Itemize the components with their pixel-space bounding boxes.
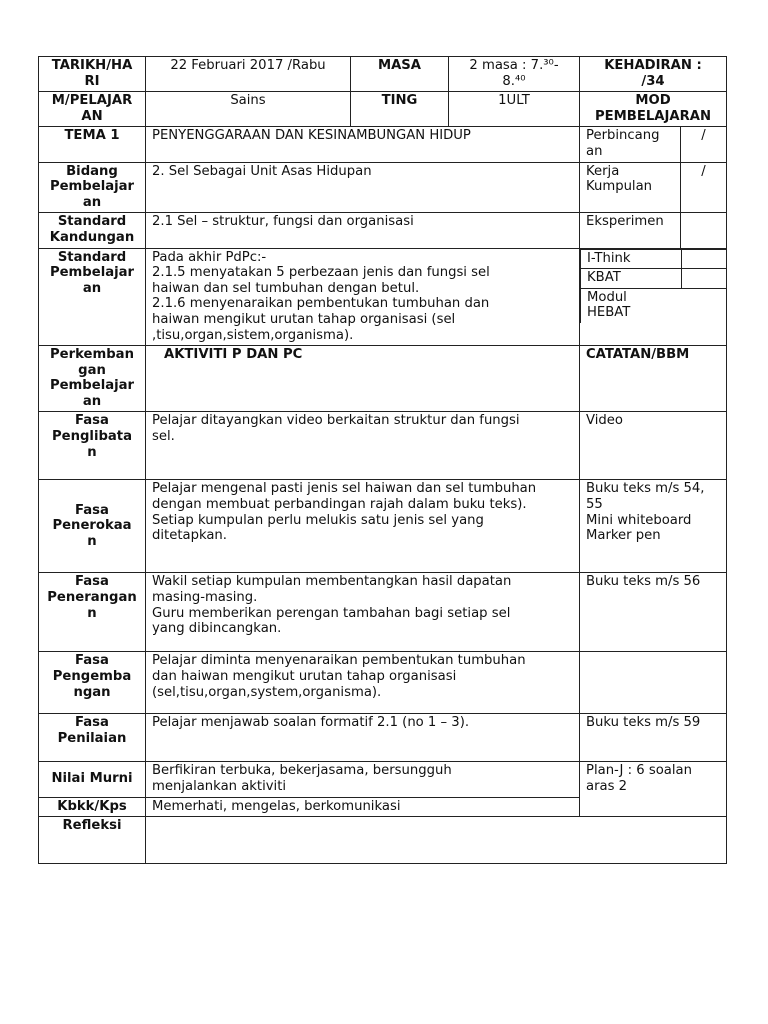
fasa-aktiviti: Pelajar mengenal pasti jenis sel haiwan dan sel tumbuhan dengan membuat perbandingan rajah dalam buku teks). Setiap kumpulan perlu melukis satu jenis sel yang ditetapkan. bbox=[146, 480, 580, 573]
ting-label: TING bbox=[351, 92, 449, 127]
fasa-aktiviti: Wakil setiap kumpulan membentangkan hasil dapatan masing-masing. Guru memberikan perengan tambahan bagi setiap sel yang dibincangkan. bbox=[146, 573, 580, 652]
nilai-murni-label: Nilai Murni bbox=[39, 762, 146, 797]
mata-pelajaran-value: Sains bbox=[146, 92, 351, 127]
bidang-value: 2. Sel Sebagai Unit Asas Hidupan bbox=[146, 162, 580, 213]
mod-kerja-kumpulan: Kerja Kumpulan bbox=[580, 162, 681, 213]
lesson-plan-document bbox=[38, 56, 726, 864]
mata-pelajaran-label: M/PELAJAR AN bbox=[39, 92, 146, 127]
tarikh-label: TARIKH/HA RI bbox=[39, 57, 146, 92]
mod-eksperimen-mark bbox=[681, 213, 727, 248]
tema-label: TEMA 1 bbox=[39, 127, 146, 162]
standard-kandungan-value: 2.1 Sel – struktur, fungsi dan organisasi bbox=[146, 213, 580, 248]
mod-ithink: I-Think bbox=[581, 249, 682, 269]
row-standard-kandungan bbox=[39, 213, 727, 248]
mod-list bbox=[580, 249, 727, 323]
mod-kerja-kumpulan-mark: / bbox=[681, 162, 727, 213]
refleksi-value[interactable] bbox=[146, 817, 727, 864]
mod-kbat: KBAT bbox=[581, 269, 682, 289]
fasa-catatan: Video bbox=[580, 412, 727, 480]
row-fasa-penerokaan bbox=[39, 480, 727, 573]
fasa-aktiviti: Pelajar diminta menyenaraikan pembentukan tumbuhan dan haiwan mengikut urutan tahap organisasi (sel,tisu,organ,system,organisma). bbox=[146, 652, 580, 714]
nilai-murni-value: Berfikiran terbuka, bekerjasama, bersungguh menjalankan aktiviti bbox=[146, 762, 580, 797]
mod-ithink-mark bbox=[682, 249, 727, 269]
kbkk-label: Kbkk/Kps bbox=[39, 797, 146, 817]
kehadiran-label: KEHADIRAN : /34 bbox=[580, 57, 727, 92]
ting-value: 1ULT bbox=[449, 92, 580, 127]
fasa-catatan: Buku teks m/s 59 bbox=[580, 714, 727, 762]
fasa-catatan: Buku teks m/s 54, 55 Mini whiteboard Marker pen bbox=[580, 480, 727, 573]
row-perkembangan bbox=[39, 346, 727, 412]
row-tema bbox=[39, 127, 727, 162]
fasa-label: Fasa Penerokaa n bbox=[39, 480, 146, 573]
kbkk-value: Memerhati, mengelas, berkomunikasi bbox=[146, 797, 580, 817]
row-fasa-penerangan bbox=[39, 573, 727, 652]
tema-value: PENYENGGARAAN DAN KESINAMBUNGAN HIDUP bbox=[146, 127, 580, 162]
row-standard-pembelajaran bbox=[39, 248, 727, 346]
fasa-catatan bbox=[580, 652, 727, 714]
tarikh-value: 22 Februari 2017 /Rabu bbox=[146, 57, 351, 92]
mod-eksperimen: Eksperimen bbox=[580, 213, 681, 248]
mod-pembelajaran-label: MOD PEMBELAJARAN bbox=[580, 92, 727, 127]
aktiviti-header: AKTIVITI P DAN PC bbox=[146, 346, 580, 412]
mod-list-cell bbox=[580, 248, 727, 346]
bidang-label: Bidang Pembelajar an bbox=[39, 162, 146, 213]
fasa-catatan: Buku teks m/s 56 bbox=[580, 573, 727, 652]
mod-kbat-mark bbox=[682, 269, 727, 289]
standard-kandungan-label: Standard Kandungan bbox=[39, 213, 146, 248]
perkembangan-label: Perkemban gan Pembelajar an bbox=[39, 346, 146, 412]
standard-pembelajaran-label: Standard Pembelajar an bbox=[39, 248, 146, 346]
row-tarikh bbox=[39, 57, 727, 92]
fasa-aktiviti: Pelajar menjawab soalan formatif 2.1 (no 1 – 3). bbox=[146, 714, 580, 762]
masa-label: MASA bbox=[351, 57, 449, 92]
row-fasa-pengembangan bbox=[39, 652, 727, 714]
refleksi-label: Refleksi bbox=[39, 817, 146, 864]
nilai-catatan: Plan-J : 6 soalan aras 2 bbox=[580, 762, 727, 817]
lesson-plan-table bbox=[38, 56, 727, 864]
row-nilai-murni bbox=[39, 762, 727, 797]
mod-modul-hebat: Modul HEBAT bbox=[581, 288, 727, 323]
standard-pembelajaran-value: Pada akhir PdPc:- 2.1.5 menyatakan 5 perbezaan jenis dan fungsi sel haiwan dan sel tumbuhan dengan betul. 2.1.6 menyenaraikan pembentukan tumbuhan dan haiwan mengikut urutan tahap organisasi (sel ,tisu,organ,sistem,organisma). bbox=[146, 248, 580, 346]
row-refleksi bbox=[39, 817, 727, 864]
fasa-aktiviti: Pelajar ditayangkan video berkaitan struktur dan fungsi sel. bbox=[146, 412, 580, 480]
mod-perbincangan-mark: / bbox=[681, 127, 727, 162]
fasa-label: Fasa Penglibata n bbox=[39, 412, 146, 480]
row-bidang bbox=[39, 162, 727, 213]
fasa-label: Fasa Pengemba ngan bbox=[39, 652, 146, 714]
fasa-label: Fasa Penilaian bbox=[39, 714, 146, 762]
mod-perbincangan: Perbincang an bbox=[580, 127, 681, 162]
fasa-label: Fasa Penerangan n bbox=[39, 573, 146, 652]
masa-value: 2 masa : 7.³⁰- 8.⁴⁰ bbox=[449, 57, 580, 92]
catatan-header: CATATAN/BBM bbox=[580, 346, 727, 412]
row-mata-pelajaran bbox=[39, 92, 727, 127]
row-fasa-penilaian bbox=[39, 714, 727, 762]
row-fasa-penglibatan bbox=[39, 412, 727, 480]
